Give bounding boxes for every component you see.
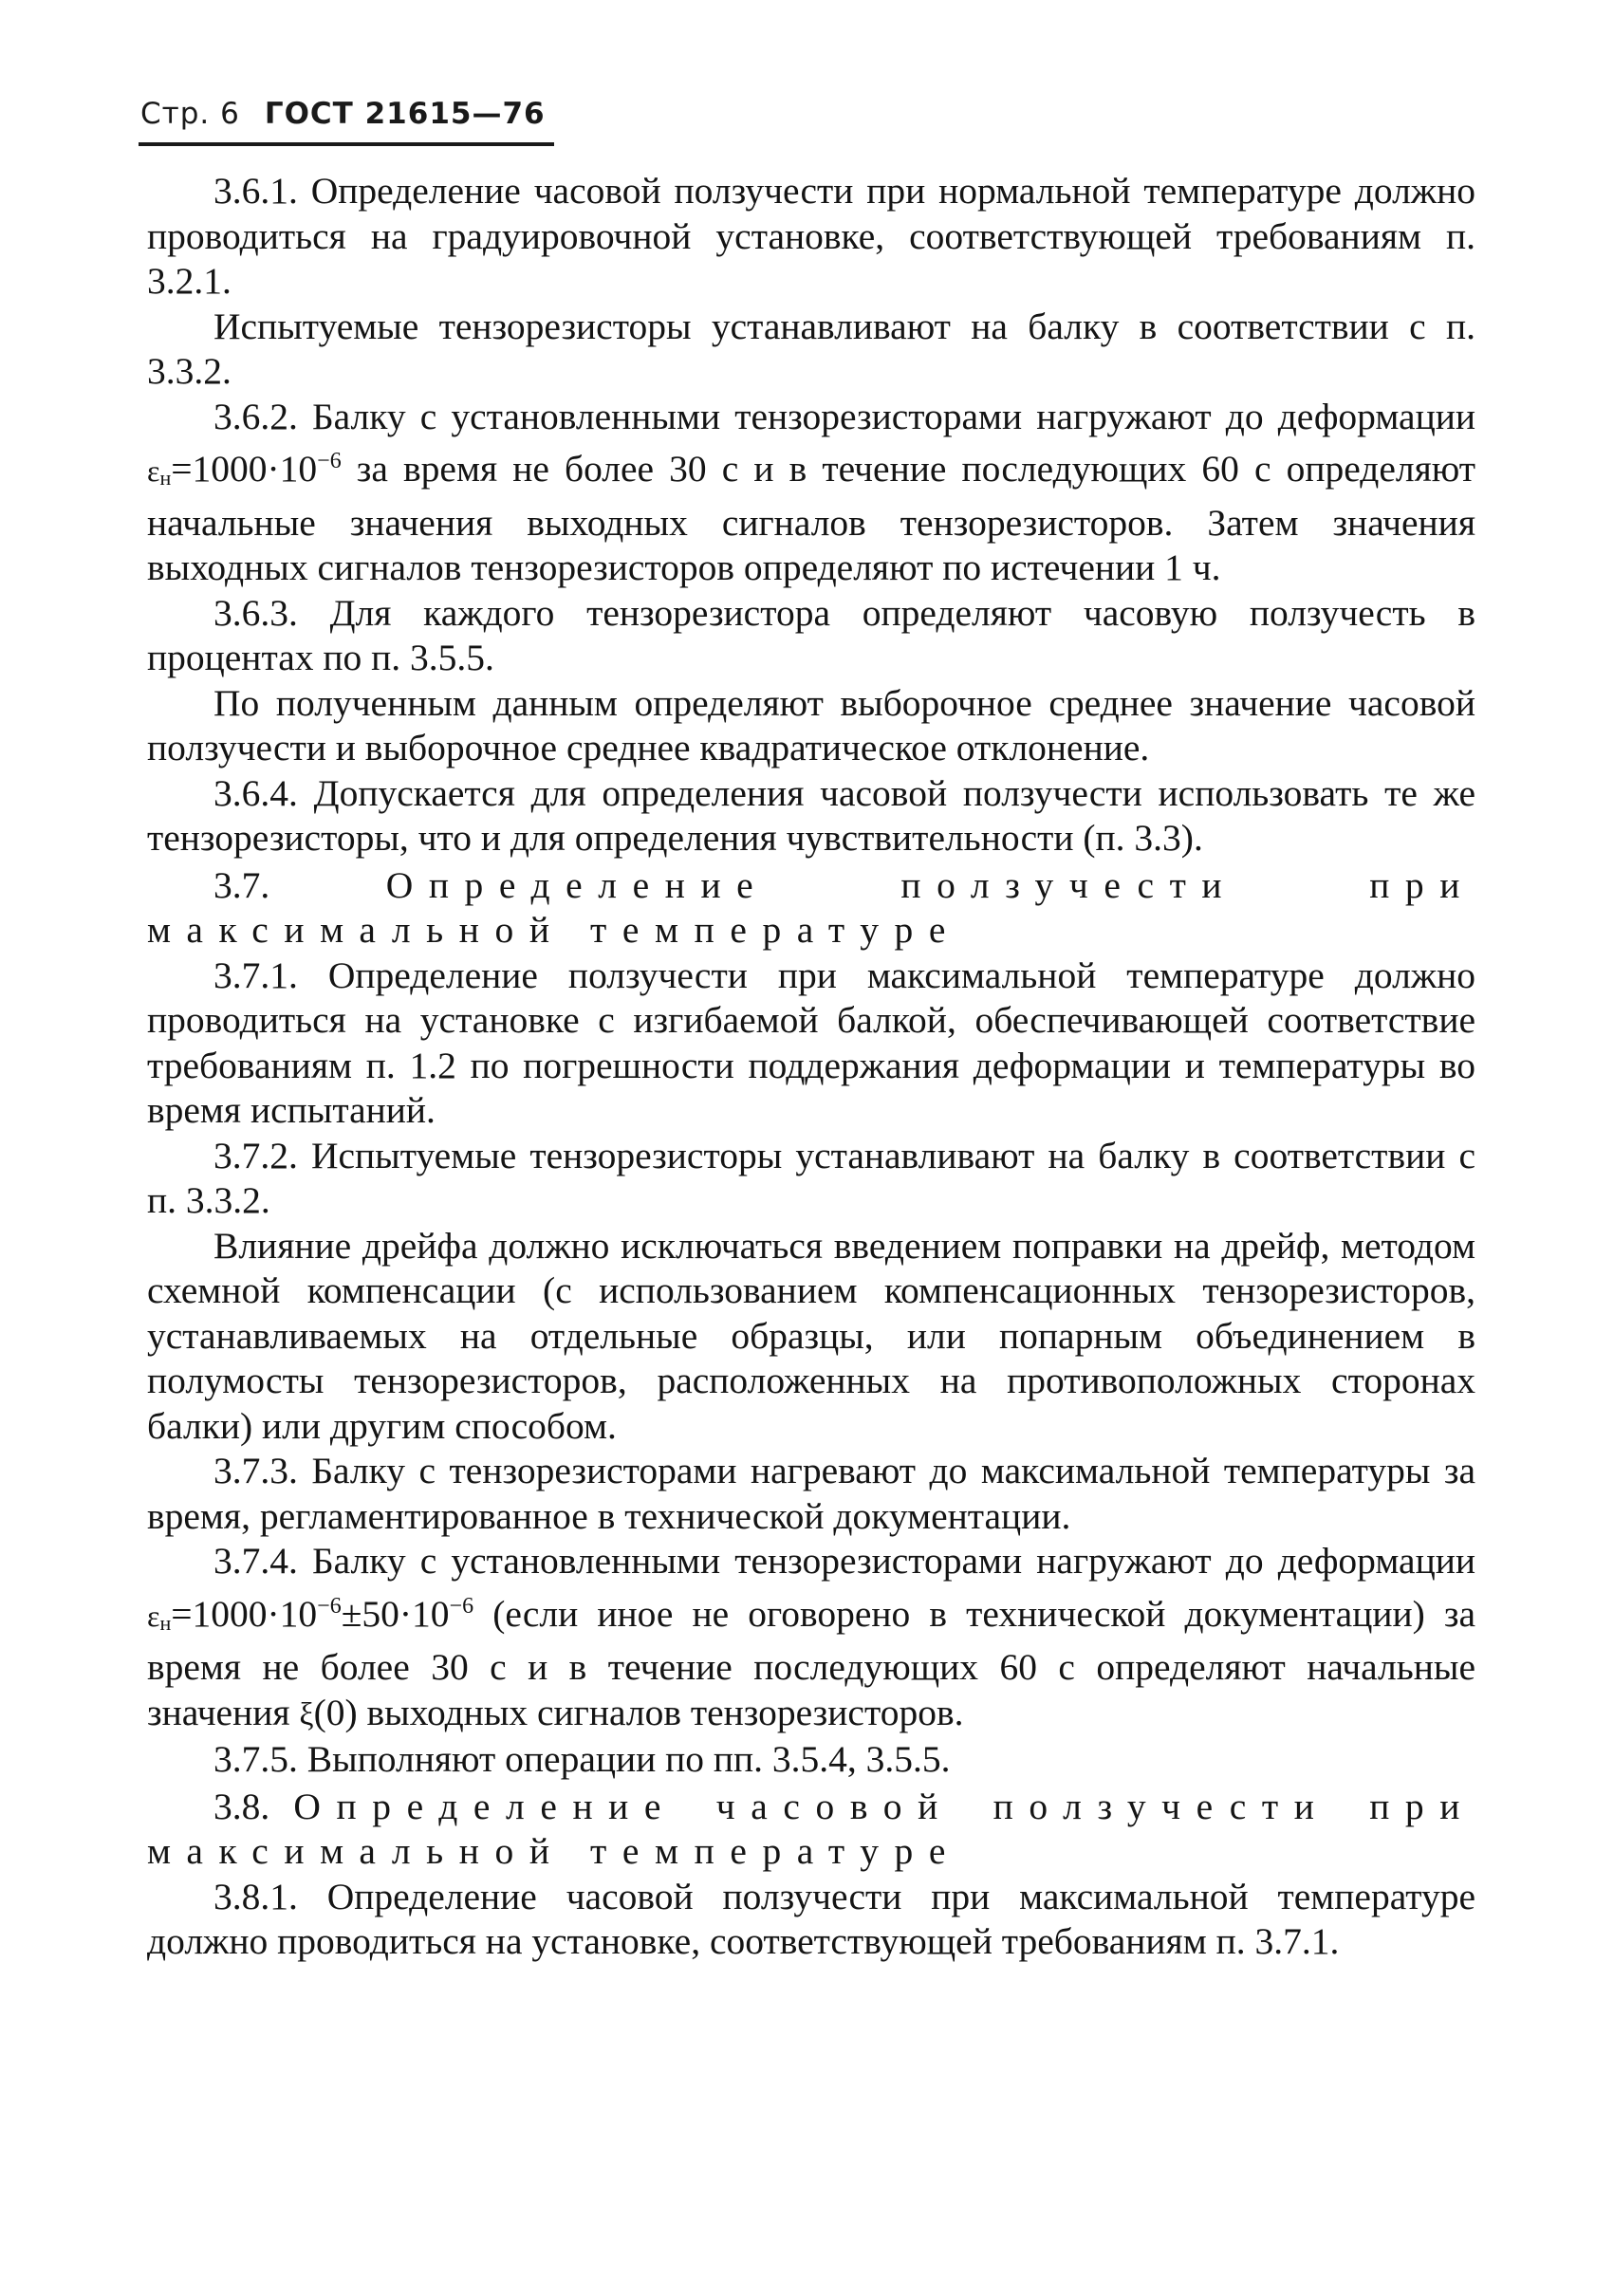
paragraph-3-7-4-part-c: выходных сигналов тензорезисторов. — [357, 1691, 964, 1733]
paragraph-3-6-2 — [147, 395, 1475, 591]
strain-symbol: ε — [147, 454, 160, 488]
paragraph-3-6-4: 3.6.4. Допускается для определения часовой ползучести использовать те же тензорезисторы, что и для определения чувствительности (п. 3.3). — [147, 771, 1475, 859]
paragraph-3-7-2: 3.7.2. Испытуемые тензорезисторы устанавливают на балку в соответствии с п. 3.3.2. — [147, 1134, 1475, 1221]
paragraph-3-7-5: 3.7.5. Выполняют операции по пп. 3.5.4, 3.5.5. — [213, 1738, 951, 1780]
strain-exponent: −6 — [317, 1593, 342, 1619]
section-title-3-7: Определение ползучести при максимальной температуре — [147, 863, 1475, 951]
paragraph-3-7-3: 3.7.3. Балку с тензорезисторами нагревают до максимальной температуры за время, регламентированное в технической документации. — [147, 1450, 1475, 1537]
signal-formula — [299, 1692, 357, 1733]
tolerance-exponent: −6 — [449, 1593, 474, 1619]
strain-formula — [147, 448, 342, 490]
strain-exponent: −6 — [317, 449, 342, 473]
paragraph-3-6-3-continued: По полученным данным определяют выборочное среднее значение часовой ползучести и выборочное среднее квадратическое отклонение. — [147, 681, 1475, 768]
strain-subscript: н — [159, 1610, 172, 1635]
paragraph-3-7-1: 3.7.1. Определение ползучести при максимальной температуре должно проводиться на установке с изгибаемой балкой, обеспечивающей соответствие требованиям п. 1.2 по погрешности поддержания деформации и температуры во время испытаний. — [147, 954, 1475, 1131]
standard-designation: ГОСТ 21615—76 — [264, 97, 546, 131]
section-number-3-8: 3.8. — [213, 1785, 294, 1827]
paragraph-3-7-4 — [147, 1539, 1475, 1737]
strain-symbol: ε — [147, 1598, 160, 1633]
strain-tolerance-formula — [147, 1593, 473, 1635]
paragraph-3-6-1-continued: Испытуемые тензорезисторы устанавливают на балку в соответствии с п. 3.3.2. — [147, 305, 1475, 392]
paragraph-3-6-2-part-b: за время не более 30 с и в течение последующих 60 с определяют начальные значения выходных сигналов тензорезисторов. Затем значения выходных сигналов тензорезисторов определяют по истечении 1 ч. — [147, 448, 1475, 588]
section-heading-3-7 — [147, 863, 1475, 954]
nominal-strain: =1000·10 — [171, 448, 318, 490]
signal-argument: (0) — [313, 1691, 358, 1733]
paragraph-3-6-1: 3.6.1. Определение часовой ползучести при нормальной температуре должно проводиться на градуировочной установке, соответствующей требованиям п. 3.2.1. — [147, 170, 1475, 302]
paragraph-3-8-1: 3.8.1. Определение часовой ползучести при максимальной температуре должно проводиться на установке, соответствующей требованиям п. 3.7.1. — [147, 1875, 1475, 1962]
running-header — [140, 97, 546, 131]
paragraph-3-7-4-part-b: (если иное не оговорено в технической документации) за время не более 30 с и в течение последующих 60 с определяют начальные значения — [147, 1592, 1475, 1733]
section-number-3-7: 3.7. — [213, 863, 386, 906]
section-title-3-8: Определение часовой ползучести при максимальной температуре — [147, 1785, 1475, 1872]
paragraph-3-7-4-part-a: 3.7.4. Балку с установленными тензорезисторами нагружают до деформации — [213, 1540, 1475, 1582]
nominal-strain: =1000·10 — [171, 1592, 318, 1635]
strain-subscript: н — [159, 466, 172, 490]
page-number: Стр. 6 — [140, 97, 240, 131]
body-text — [147, 169, 1475, 1965]
header-rule — [139, 142, 554, 146]
strain-tolerance: ±50·10 — [341, 1592, 450, 1635]
paragraph-3-7-2-continued: Влияние дрейфа должно исключаться введением поправки на дрейф, методом схемной компенсации (с использованием компенсационных тензорезисторов, устанавливаемых на отдельные образцы, или попарным объединением в полумосты тензорезисторов, расположенных на противоположных сторонах балки) или другим способом. — [147, 1224, 1475, 1447]
paragraph-3-6-3: 3.6.3. Для каждого тензорезистора определяют часовую ползучесть в процентах по п. 3.5.5. — [147, 591, 1475, 678]
signal-symbol: ξ — [299, 1696, 314, 1732]
section-heading-3-8 — [147, 1785, 1475, 1875]
paragraph-3-6-2-part-a: 3.6.2. Балку с установленными тензорезисторами нагружают до деформации — [213, 395, 1475, 437]
